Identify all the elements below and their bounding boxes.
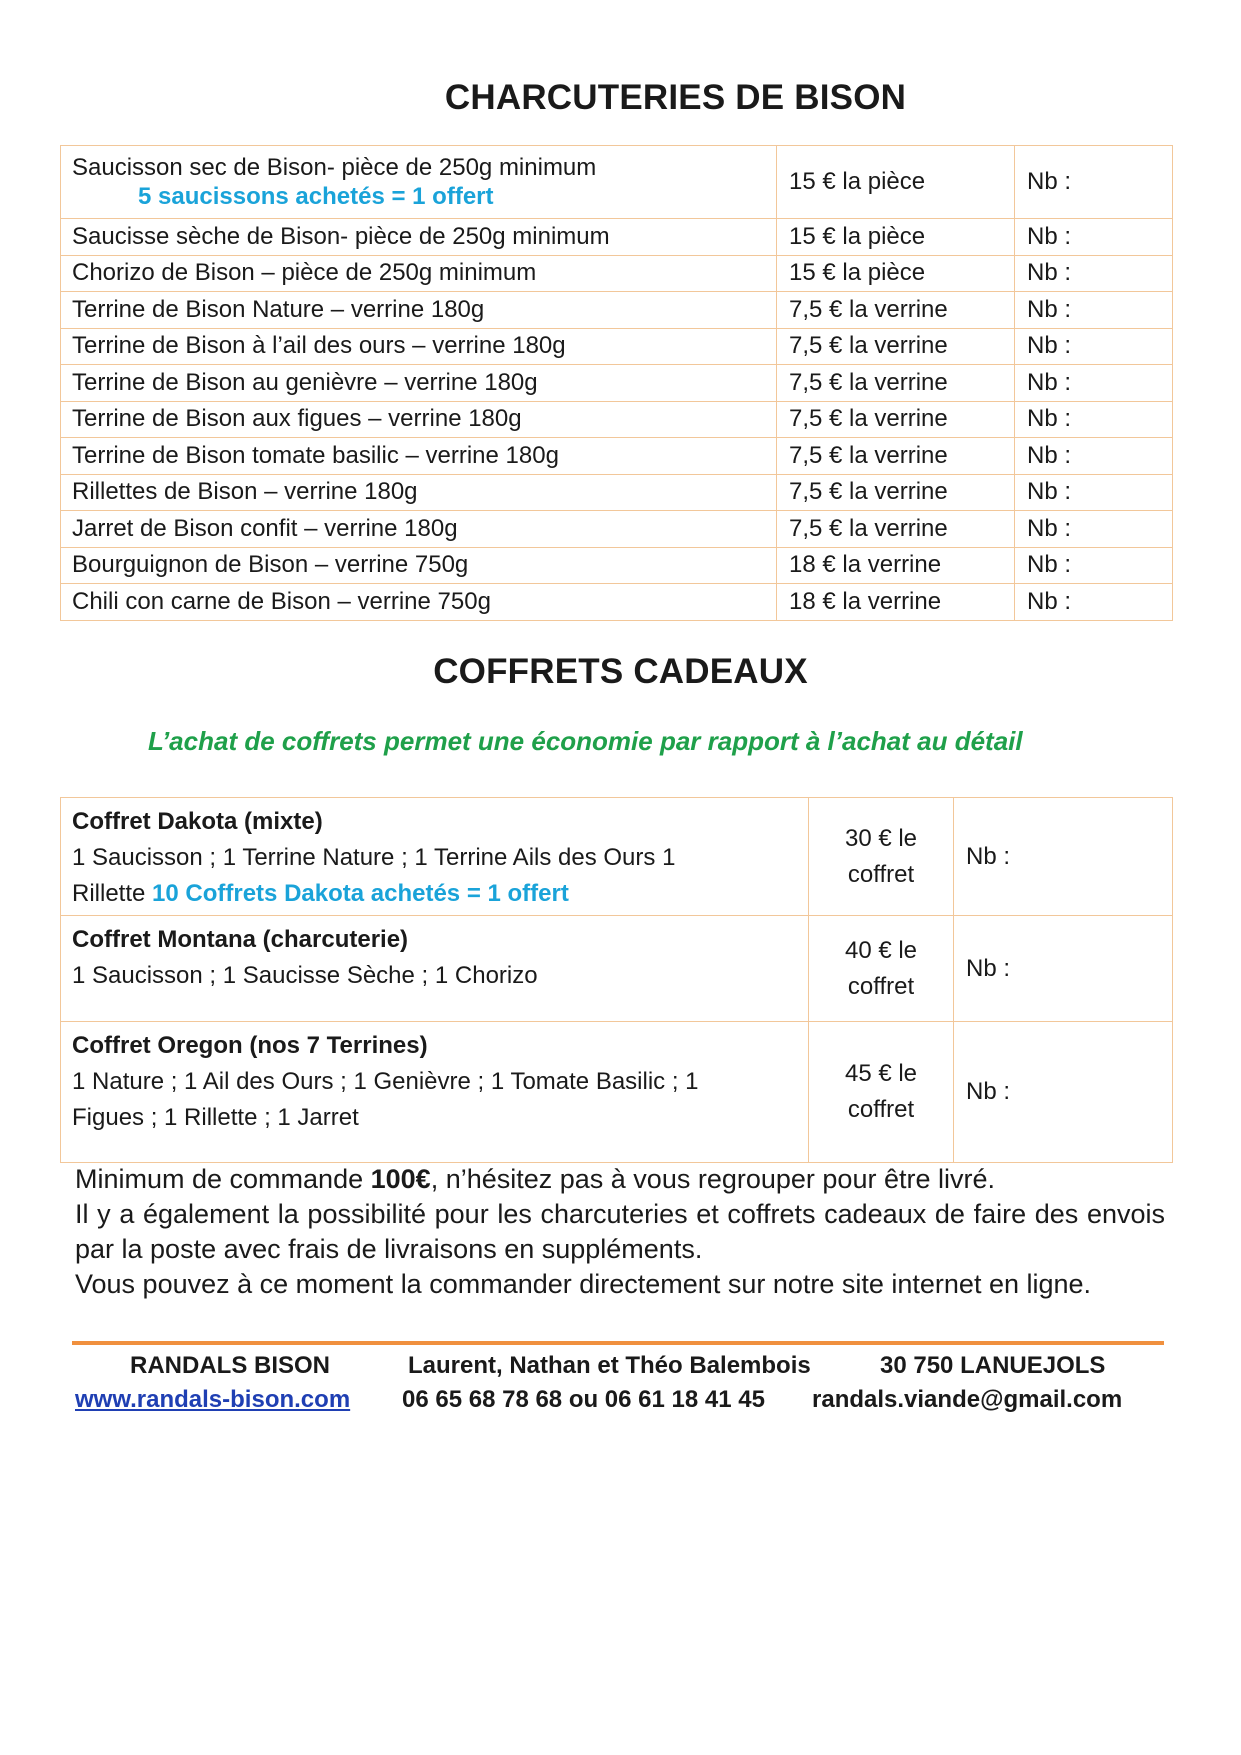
footer-email[interactable]: randals.viande@gmail.com <box>812 1386 1123 1413</box>
coffret-description <box>61 916 809 1022</box>
coffret-contents: 1 Saucisson ; 1 Terrine Nature ; 1 Terrine Ails des Ours 1 <box>72 844 676 871</box>
quantity-field[interactable]: Nb : <box>954 916 1173 1022</box>
quantity-field[interactable]: Nb : <box>954 798 1173 916</box>
price-unit: coffret <box>847 860 915 888</box>
product-name: Terrine de Bison Nature – verrine 180g <box>61 292 777 329</box>
website-link[interactable]: www.randals-bison.com <box>75 1386 351 1413</box>
quantity-field[interactable]: Nb : <box>1015 401 1173 438</box>
footer-divider <box>72 1341 1164 1345</box>
minimum-order-suffix: , n’hésitez pas à vous regrouper pour être livré. <box>430 1164 995 1194</box>
coffrets-table <box>60 797 1173 1163</box>
table-row <box>61 292 1173 329</box>
product-name: Chili con carne de Bison – verrine 750g <box>61 584 777 621</box>
price: 15 € la pièce <box>777 146 1015 219</box>
price: 7,5 € la verrine <box>777 292 1015 329</box>
promo-text: 5 saucissons achetés = 1 offert <box>138 182 494 210</box>
price <box>809 798 954 916</box>
price: 7,5 € la verrine <box>777 328 1015 365</box>
minimum-order-amount: 100€ <box>370 1164 431 1194</box>
coffret-contents-line2 <box>72 876 808 912</box>
footer-phones: 06 65 68 78 68 ou 06 61 18 41 45 <box>402 1386 765 1413</box>
table-row <box>61 474 1173 511</box>
minimum-order-text: Minimum de commande <box>75 1164 371 1194</box>
quantity-field[interactable]: Nb : <box>1015 438 1173 475</box>
product-name: Saucisse sèche de Bison- pièce de 250g minimum <box>61 219 777 256</box>
price <box>809 1022 954 1163</box>
price: 7,5 € la verrine <box>777 438 1015 475</box>
table-row <box>61 255 1173 292</box>
coffret-name: Coffret Montana (charcuterie) <box>72 926 409 953</box>
price: 18 € la verrine <box>777 584 1015 621</box>
table-row <box>61 547 1173 584</box>
coffret-name: Coffret Dakota (mixte) <box>72 808 323 835</box>
price: 18 € la verrine <box>777 547 1015 584</box>
price: 15 € la pièce <box>777 219 1015 256</box>
quantity-field[interactable]: Nb : <box>1015 511 1173 548</box>
table-row <box>61 438 1173 475</box>
charcuteries-table <box>60 145 1173 621</box>
footer-address: 30 750 LANUEJOLS <box>880 1352 1106 1379</box>
table-row <box>61 1022 1173 1163</box>
coffrets-title: COFFRETS CADEAUX <box>433 652 808 691</box>
product-name: Chorizo de Bison – pièce de 250g minimum <box>61 255 777 292</box>
table-row <box>61 146 1173 219</box>
coffrets-subtitle: L’achat de coffrets permet une économie par rapport à l’achat au détail <box>148 726 1023 756</box>
quantity-field[interactable]: Nb : <box>1015 547 1173 584</box>
coffret-contents: 1 Nature ; 1 Ail des Ours ; 1 Genièvre ; 1 Tomate Basilic ; 1 <box>72 1068 699 1095</box>
price: 15 € la pièce <box>777 255 1015 292</box>
table-row <box>61 916 1173 1022</box>
product-name: Bourguignon de Bison – verrine 750g <box>61 547 777 584</box>
quantity-field[interactable]: Nb : <box>1015 146 1173 219</box>
coffret-name: Coffret Oregon (nos 7 Terrines) <box>72 1032 428 1059</box>
minimum-order-line <box>75 1162 1165 1197</box>
product-name: Terrine de Bison à l’ail des ours – verrine 180g <box>61 328 777 365</box>
charcuteries-title: CHARCUTERIES DE BISON <box>444 78 907 117</box>
quantity-field[interactable]: Nb : <box>1015 474 1173 511</box>
price: 7,5 € la verrine <box>777 365 1015 402</box>
table-row <box>61 328 1173 365</box>
table-row <box>61 401 1173 438</box>
table-row <box>61 798 1173 916</box>
price-unit: coffret <box>847 972 915 1000</box>
order-notes <box>75 1162 1165 1302</box>
price: 7,5 € la verrine <box>777 511 1015 548</box>
footer-company: RANDALS BISON <box>130 1352 331 1379</box>
online-order-note: Vous pouvez à ce moment la commander directement sur notre site internet en ligne. <box>75 1269 1092 1299</box>
product-name: Saucisson sec de Bison- pièce de 250g minimum <box>72 153 597 181</box>
price-amount: 30 € le <box>844 824 918 852</box>
quantity-field[interactable]: Nb : <box>1015 219 1173 256</box>
coffret-contents: 1 Saucisson ; 1 Saucisse Sèche ; 1 Chorizo <box>72 962 538 989</box>
price-amount: 40 € le <box>844 936 918 964</box>
quantity-field[interactable]: Nb : <box>954 1022 1173 1163</box>
footer-owners: Laurent, Nathan et Théo Balembois <box>408 1352 811 1379</box>
table-row <box>61 219 1173 256</box>
shipping-note: Il y a également la possibilité pour les charcuteries et coffrets cadeaux de faire des envois par la poste avec frais de livraisons en suppléments. <box>75 1199 1165 1264</box>
promo-text: 10 Coffrets Dakota achetés = 1 offert <box>152 880 569 907</box>
table-row <box>61 511 1173 548</box>
product-name: Terrine de Bison aux figues – verrine 180g <box>61 401 777 438</box>
product-name: Terrine de Bison tomate basilic – verrine 180g <box>61 438 777 475</box>
coffret-description <box>61 798 809 916</box>
quantity-field[interactable]: Nb : <box>1015 255 1173 292</box>
product-name: Rillettes de Bison – verrine 180g <box>61 474 777 511</box>
product-name: Terrine de Bison au genièvre – verrine 180g <box>61 365 777 402</box>
quantity-field[interactable]: Nb : <box>1015 328 1173 365</box>
price-unit: coffret <box>847 1096 915 1123</box>
price <box>809 916 954 1022</box>
quantity-field[interactable]: Nb : <box>1015 365 1173 402</box>
product-name-cell <box>61 146 777 219</box>
table-row <box>61 584 1173 621</box>
coffret-contents-text: Rillette <box>72 880 153 907</box>
quantity-field[interactable]: Nb : <box>1015 292 1173 329</box>
quantity-field[interactable]: Nb : <box>1015 584 1173 621</box>
price: 7,5 € la verrine <box>777 401 1015 438</box>
price-amount: 45 € le <box>844 1060 918 1087</box>
table-row <box>61 365 1173 402</box>
coffret-description <box>61 1022 809 1163</box>
price: 7,5 € la verrine <box>777 474 1015 511</box>
coffret-contents-line2: Figues ; 1 Rillette ; 1 Jarret <box>72 1104 359 1131</box>
product-name: Jarret de Bison confit – verrine 180g <box>61 511 777 548</box>
